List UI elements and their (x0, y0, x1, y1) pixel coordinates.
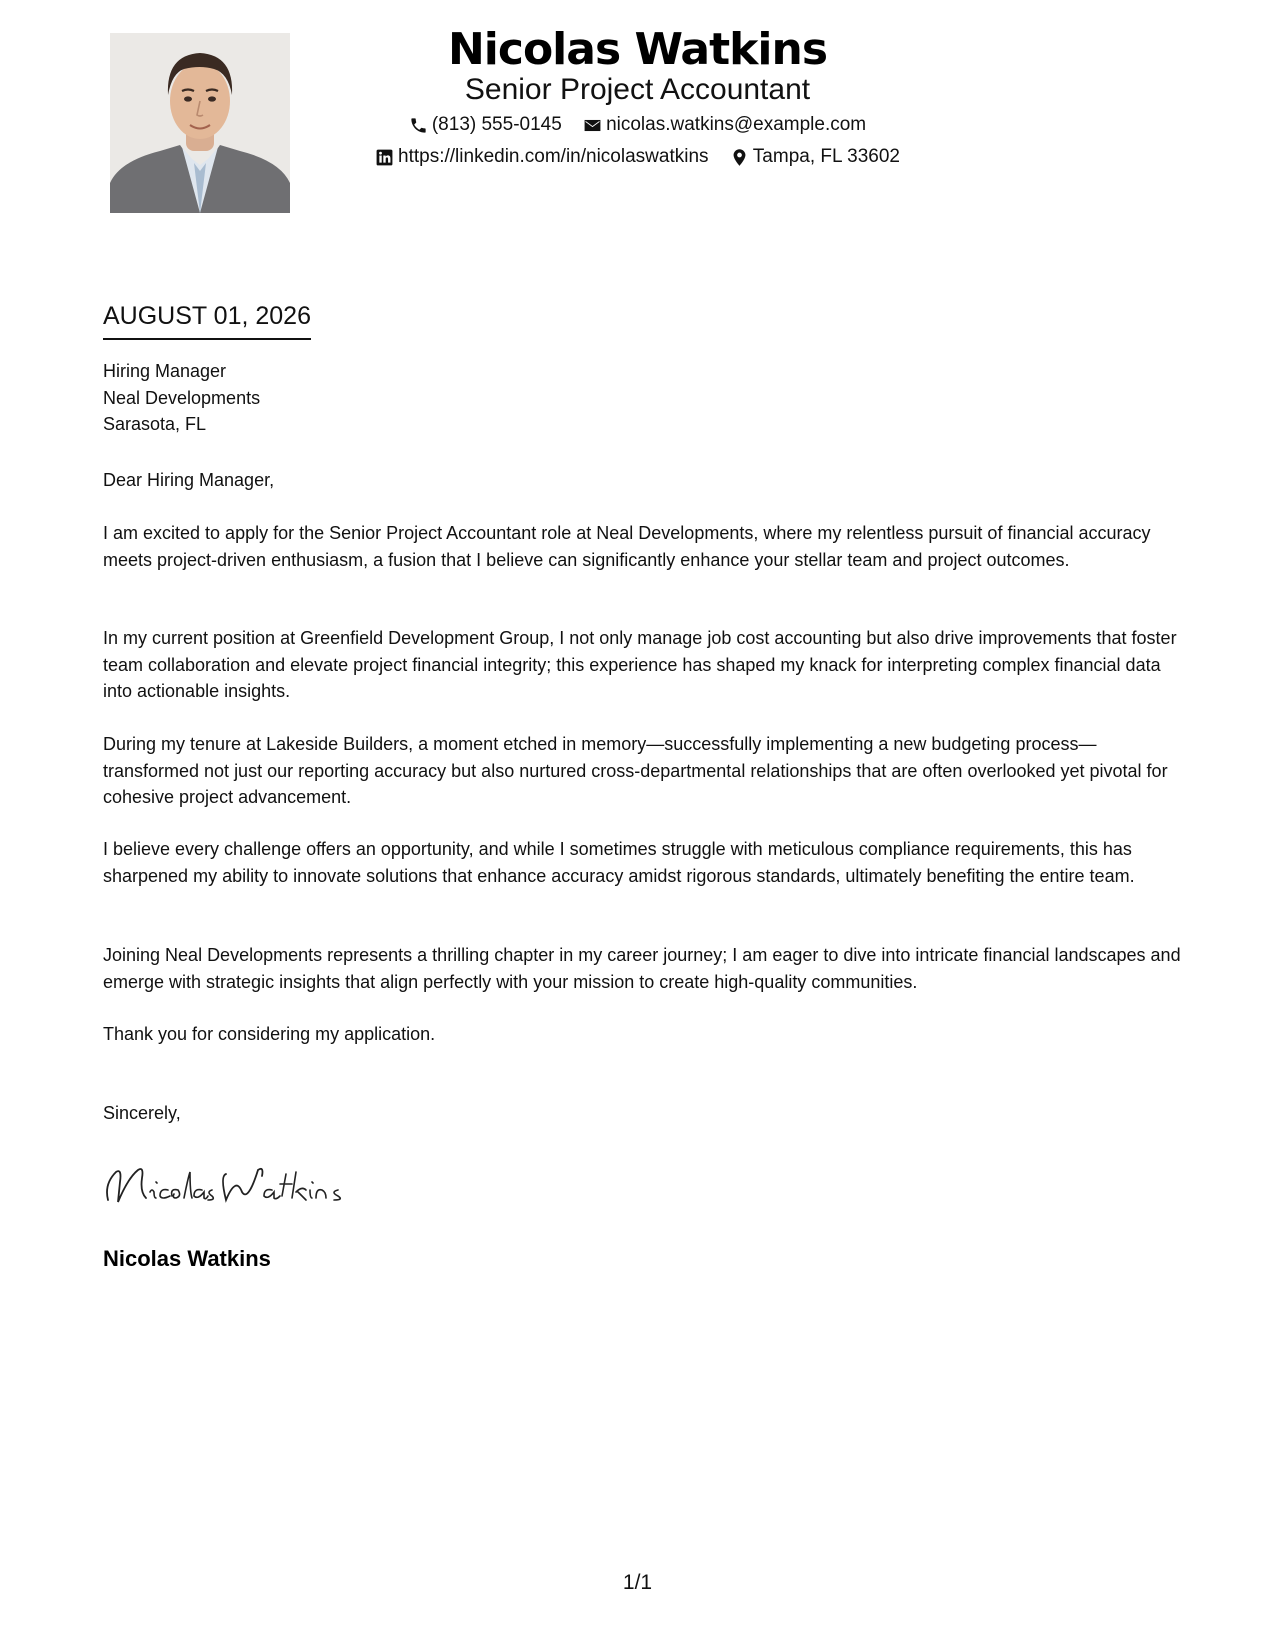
linkedin-icon (375, 148, 394, 167)
body-paragraph: I believe every challenge offers an opportunity, and while I sometimes struggle with meticulous compliance requirements, this has sharpened my ability to innovate solutions that enhance accuracy amidst rigorous standards, ultimately benefiting the entire team. (103, 839, 1135, 886)
phone-contact (409, 112, 562, 138)
body-paragraph: I am excited to apply for the Senior Project Accountant role at Neal Developments, where my relentless pursuit of financial accuracy meets project-driven enthusiasm, a fusion that I believe can significantly enhance your stellar team and project outcomes. (103, 523, 1151, 570)
phone-icon (409, 116, 428, 135)
closing: Sincerely, (103, 1103, 181, 1123)
phone-number: (813) 555-0145 (431, 114, 562, 135)
letter-date: AUGUST 01, 2026 (103, 300, 311, 340)
page-number: 1/1 (622, 1571, 653, 1594)
email-address[interactable]: nicolas.watkins@example.com (606, 114, 867, 135)
applicant-name: Nicolas Watkins (447, 24, 828, 75)
job-title: Senior Project Accountant (464, 73, 811, 106)
body-paragraph: During my tenure at Lakeside Builders, a moment etched in memory—successfully implementing a new budgeting process—transformed not just our reporting accuracy but also nurtured cross-departmental relationships that are often overlooked yet pivotal for cohesive project advancement. (103, 734, 1168, 807)
email-contact[interactable] (583, 112, 866, 138)
recipient-company: Neal Developments (103, 387, 261, 408)
location-contact (730, 144, 900, 170)
recipient-block (103, 358, 260, 438)
body-paragraph: Joining Neal Developments represents a thrilling chapter in my career journey; I am eager to dive into intricate financial landscapes and emerge with strategic insights that align perfectly with your mission to create high-quality communities. (103, 945, 1181, 992)
recipient-title: Hiring Manager (103, 361, 227, 381)
contact-row-secondary (0, 144, 1275, 175)
linkedin-contact[interactable] (375, 144, 708, 170)
linkedin-url[interactable]: https://linkedin.com/in/nicolaswatkins (398, 146, 709, 167)
map-pin-icon (730, 148, 749, 167)
location-text: Tampa, FL 33602 (752, 146, 900, 167)
signer-name: Nicolas Watkins (103, 1246, 271, 1271)
body-paragraph: In my current position at Greenfield Development Group, I not only manage job cost accounting but also drive improvements that foster team collaboration and elevate project financial integrity; this experience has shaped my knack for interpreting complex financial data into actionable insights. (103, 628, 1177, 701)
recipient-location: Sarasota, FL (103, 414, 207, 434)
body-paragraph: Thank you for considering my application. (103, 1024, 436, 1044)
salutation: Dear Hiring Manager, (103, 470, 275, 490)
contact-row-primary (0, 112, 1275, 143)
envelope-icon (583, 116, 602, 135)
handwritten-signature (102, 1162, 362, 1212)
